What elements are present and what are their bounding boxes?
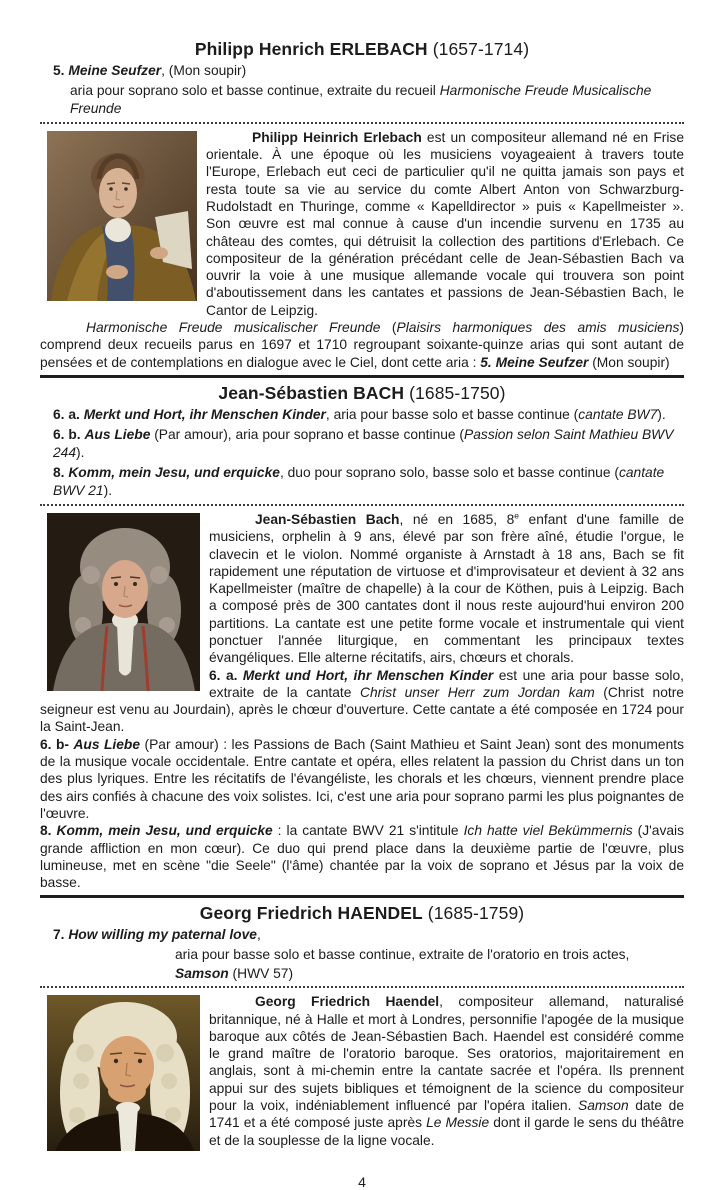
text-run: Aus Liebe [84,426,151,442]
work-list-bach [40,406,684,501]
erlebach-bio-paragraph-2 [40,319,684,371]
bio-box-erlebach [40,122,684,378]
work-list-erlebach [40,62,684,119]
text-run: Passion selon Saint Mathieu BWV 244 [53,426,674,461]
work-item-6a [53,406,684,425]
text-run: Plaisirs harmoniques des amis musiciens [396,320,680,336]
section-heading-erlebach [40,38,684,61]
text-run: , aria pour basse solo et basse continue ( [325,406,579,422]
bio-box-bach [40,504,684,899]
erlebach-portrait-image [47,131,197,301]
text-run: (Christ notre seigneur est venu au Jourdain), après le chœur d'ouverture. Cette cantate a été composée en 1724 pour la Saint-Jean. [40,684,684,735]
text-run: (HWV 57) [228,965,294,981]
text-run: est un compositeur allemand né en Frise orientale. À une époque où les musiciens voyageaient à travers toute l'Europe, Erlebach eut ceci de particulier qu'il ne quitta jamais son pays et resta toute sa vie au service du comte Albert Anton von Schwarzburg-Rudolstadt en Thuringe, comme « Kapelldirector » puis « Kapellmeister ». Son œuvre est mal connue à cause d'un incendie survenu en 1735 au château des comtes, qui détruisit la collection des partitions d'Erlebach. Ce compositeur de la génération précédant celle de Jean-Sébastien Bach va ouvrir la voie à une musique allemande vocale qui trouvera son point d'aboutissement dans les cantates et passions de Jean-Sébastien Bach, le Cantor de Leipzig. [206,129,684,318]
text-run: (Par amour), aria pour soprano et basse continue ( [150,426,465,442]
work-item-5 [53,62,684,81]
text-run: Meine Seufzer [68,63,162,78]
text-run: est une aria pour basse solo, extraite de la cantate [209,667,684,700]
text-run: 5. [53,63,69,78]
text-run: , duo pour soprano solo, basse solo et basse continue ( [279,464,619,480]
text-run: Komm, mein Jesu, und erquicke [68,464,280,480]
text-run: 8. [40,823,57,839]
page-number: 4 [358,1174,366,1190]
text-run: ) comprend deux recueils parus en 1697 et 1710 regroupant soixante-quinze arias qui sont autant de pensées et de contemplations en dialogue avec le Ciel, dont cette aria : [40,320,684,370]
composer-dates: (1657-1714) [432,39,530,59]
composer-name: Georg Friedrich HAENDEL [199,903,423,924]
bach-bio-paragraph-3 [40,736,684,822]
text-run: How willing my paternal love [68,927,257,943]
work-item-8 [53,464,684,501]
text-run: (Mon soupir) [588,354,670,370]
text-run: 6. b. [53,426,85,442]
text-run: cantate BWV 21 [53,464,665,499]
composer-name: Philipp Henrich ERLEBACH [194,39,428,59]
text-run: Aus Liebe [73,736,141,752]
text-run: 7. [53,927,69,943]
text-run: Philipp Heinrich Erlebach [252,129,422,145]
text-run: , [256,927,261,943]
work-item-7 [53,926,684,945]
text-run: aria pour basse solo et basse continue, extraite de l'oratorio en trois actes, [175,947,630,963]
text-run: Ich hatte viel Bekümmernis [463,823,633,839]
bio-box-haendel [40,986,684,1158]
work-item-6b [53,426,684,463]
text-run: ). [103,483,113,499]
text-run: Samson [578,1098,629,1113]
text-run: 6. a. [209,667,243,683]
work-list-haendel [40,926,684,983]
text-run: Merkt und Hort, ihr Menschen Kinder [83,406,326,422]
section-haendel [40,902,684,1158]
composer-name: Jean-Sébastien BACH [218,382,405,403]
composer-dates: (1685-1759) [427,903,525,924]
section-erlebach [40,38,684,378]
composer-dates: (1685-1750) [409,382,506,403]
text-run: , compositeur allemand, naturalisé britannique, né à Halle et mort à Londres, personnifie l'apogée de la musique baroque aux côtés de Jean-Sébastien Bach. Haendel est considéré comme le grand maître de l'oratorio baroque. Ses oratorios, majoritairement en anglais, sont à mi-chemin entre la cantate sacrée et l'opéra. Ils prennent appui sur des sujets bibliques et témoignent de la science du compositeur pour la voix, indéniablement influencé par l'opéra italien. [209,994,684,1113]
work-item-5-detail [53,82,684,119]
text-run: aria pour soprano solo et basse continue, extraite du recueil [70,82,440,98]
section-heading-haendel [40,902,684,925]
bach-bio-paragraph-4 [40,822,684,891]
text-run: cantate BW7 [578,406,658,422]
text-run: Jean-Sébastien Bach [255,511,400,527]
section-bach [40,382,684,899]
text-run: dont il garde le sens du théâtre et de la souplesse de la ligne vocale. [209,1115,684,1148]
text-run: e [514,510,520,521]
text-run: Harmonische Freude musicalischer Freunde [86,320,381,336]
text-run: Samson [175,965,229,981]
text-run: , né en 1685, 8 [399,511,515,527]
bach-portrait-image [47,513,200,691]
text-run: : la cantate BWV 21 s'intitule [272,823,464,839]
haendel-portrait-image [47,995,200,1151]
text-run: 6. a. [53,406,84,422]
text-run: , (Mon soupir) [161,63,247,78]
text-run: ( [380,320,397,336]
text-run: ). [76,445,85,461]
text-run: Le Messie [426,1115,490,1131]
section-heading-bach [40,382,684,405]
text-run: Merkt und Hort, ihr Menschen Kinder [242,667,494,683]
text-run: (Par amour) : les Passions de Bach (Saint Mathieu et Saint Jean) sont des monuments de la musique vocale occidentale. Entre cantate et opéra, elles relatent la passion du Christ dans un ton des plus lyriques. Entre les récitatifs de l'évangéliste, les chorals et les chœurs, viennent prendre place des airs confiés à chacune des voix solistes. Ici, c'est une aria pour soprano parmi les plus poignantes de l'œuvre. [40,736,684,821]
text-run: Komm, mein Jesu, und erquicke [56,823,273,839]
text-run: 6. b- [40,736,74,752]
text-run: 5. Meine Seufzer [480,354,589,370]
text-run: enfant d'une famille de musiciens, orphelin à 9 ans, élevé par son frère aîné, étudie l'orgue, le clavecin et le violon. Nommé organiste à Arnstadt à 18 ans, Bach se fit rapidement une réputation de virtuose et d'improvisateur et devient à 32 ans Kapellmeister (maître de chapelle) à la cour de Köthen, puis à Leipzig. Bach a composé près de 300 cantates dont il nous reste aujourd'hui environ 200 partitions. La cantate est une petite forme vocale et instrumentale qui vient ponctuer l'année liturgique, en commentant les principaux textes évangéliques. Elle alterne récitatifs, airs, chœurs et chorals. [209,511,684,666]
text-run: Christ unser Herr zum Jordan kam [360,684,595,700]
text-run: Harmonische Freude Musicalische Freunde [70,82,652,117]
work-item-7-detail [53,946,684,983]
text-run: (J'avais grande affliction en mon cœur). Ce duo qui prend place dans la deuxième partie de l'œuvre, plus lumineuse, met en scène "die Seele" (l'âme) chantée par la voix de soprano et Jésus par la voix de basse. [40,823,684,891]
text-run: 8. [53,464,69,480]
text-run: ). [657,406,666,422]
text-run: Georg Friedrich Haendel [255,994,440,1010]
text-run: date de 1741 et a été composé juste après [209,1098,684,1131]
